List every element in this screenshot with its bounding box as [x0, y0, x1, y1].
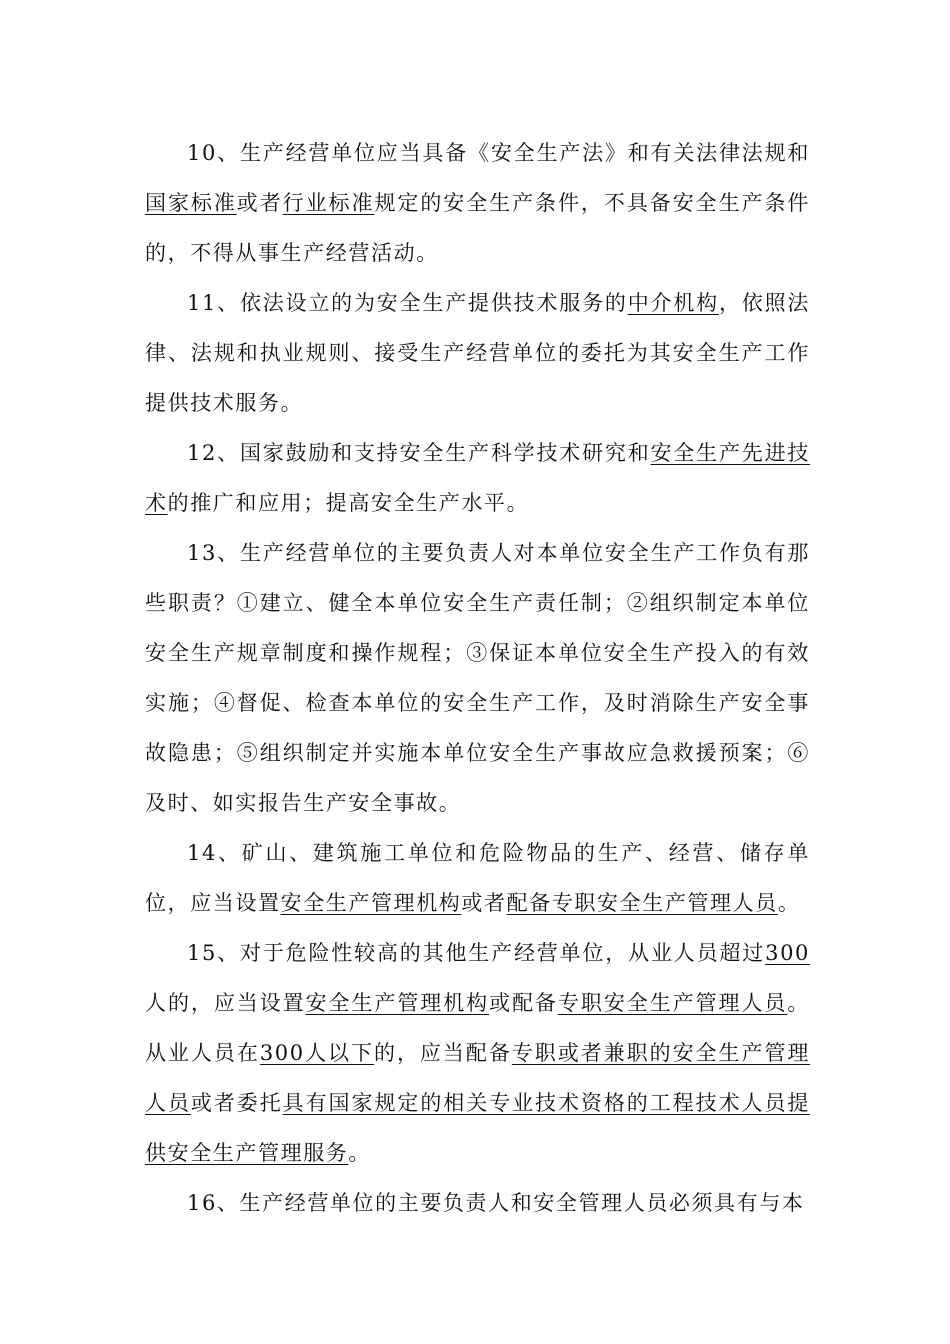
- underlined-term: 专职安全生产管理人员: [557, 991, 788, 1015]
- underlined-term: 安全生产管理机构: [305, 991, 490, 1015]
- text-run: 的推广和应用；提高安全生产水平。: [167, 491, 530, 515]
- underlined-term: 配备专职安全生产管理人员: [506, 891, 778, 915]
- paragraph-14: [145, 828, 810, 928]
- text-run: 。: [777, 891, 801, 915]
- underlined-term: 具有国家规定的相关专业技术资格的工程技术人员提供安全生产管理服务: [145, 1091, 810, 1165]
- underlined-term: 行业标准: [282, 191, 375, 215]
- underlined-term: 安全生产先进技术: [145, 441, 810, 515]
- underlined-term: 300人以下: [259, 1041, 374, 1065]
- text-run: 或配备: [489, 991, 558, 1015]
- text-run: 人的，应当设置: [145, 991, 306, 1015]
- underlined-term: 中介机构: [627, 291, 719, 315]
- text-run: 或者: [236, 191, 283, 215]
- underlined-term: 国家标准: [145, 191, 237, 215]
- paragraph-12: [145, 428, 810, 528]
- text-run: 。: [348, 1141, 372, 1165]
- text-run: 16、生产经营单位的主要负责人和安全管理人员必须具有与本: [187, 1191, 805, 1215]
- text-run: 的，应当配备: [374, 1041, 512, 1065]
- paragraph-13: [145, 528, 810, 828]
- underlined-term: 专职或者兼职的安全生产管理人员: [145, 1041, 811, 1115]
- text-run: 13、生产经营单位的主要负责人对本单位安全生产工作负有那些职责？①建立、健全本单位安全生产责任制；②组织制定本单位安全生产规章制度和操作规程；③保证本单位安全生产投入的有效实施；④督促、检查本单位的安全生产工作，及时消除生产安全事故隐患；⑤组织制定并实施本单位安全生产事故应急救援预案；⑥及时、如实报告生产安全事故。: [145, 541, 810, 815]
- text-run: 11、依法设立的为安全生产提供技术服务的: [187, 291, 628, 315]
- text-run: 或者: [461, 891, 507, 915]
- document-body: [145, 128, 810, 1228]
- text-run: 15、对于危险性较高的其他生产经营单位，从业人员超过: [187, 941, 766, 965]
- text-run: 14、矿山、建筑施工单位和危险物品的生产、经营、储存单位，应当设置: [145, 841, 810, 915]
- underlined-term: 300: [765, 941, 810, 965]
- paragraph-16: [145, 1178, 810, 1228]
- text-run: 或者委托: [190, 1091, 283, 1115]
- text-run: 10、生产经营单位应当具备《安全生产法》和有关法律法规和: [187, 141, 810, 165]
- underlined-term: 安全生产管理机构: [280, 891, 462, 915]
- text-run: 。从业人员在: [145, 991, 810, 1065]
- paragraph-11: [145, 278, 810, 428]
- text-run: ，依照法律、法规和执业规则、接受生产经营单位的委托为其安全生产工作提供技术服务。: [145, 291, 810, 415]
- text-run: 规定的安全生产条件，不具备安全生产条件的，不得从事生产经营活动。: [145, 191, 811, 265]
- paragraph-15: [145, 928, 810, 1178]
- text-run: 12、国家鼓励和支持安全生产科学技术研究和: [187, 441, 651, 465]
- paragraph-10: [145, 128, 810, 278]
